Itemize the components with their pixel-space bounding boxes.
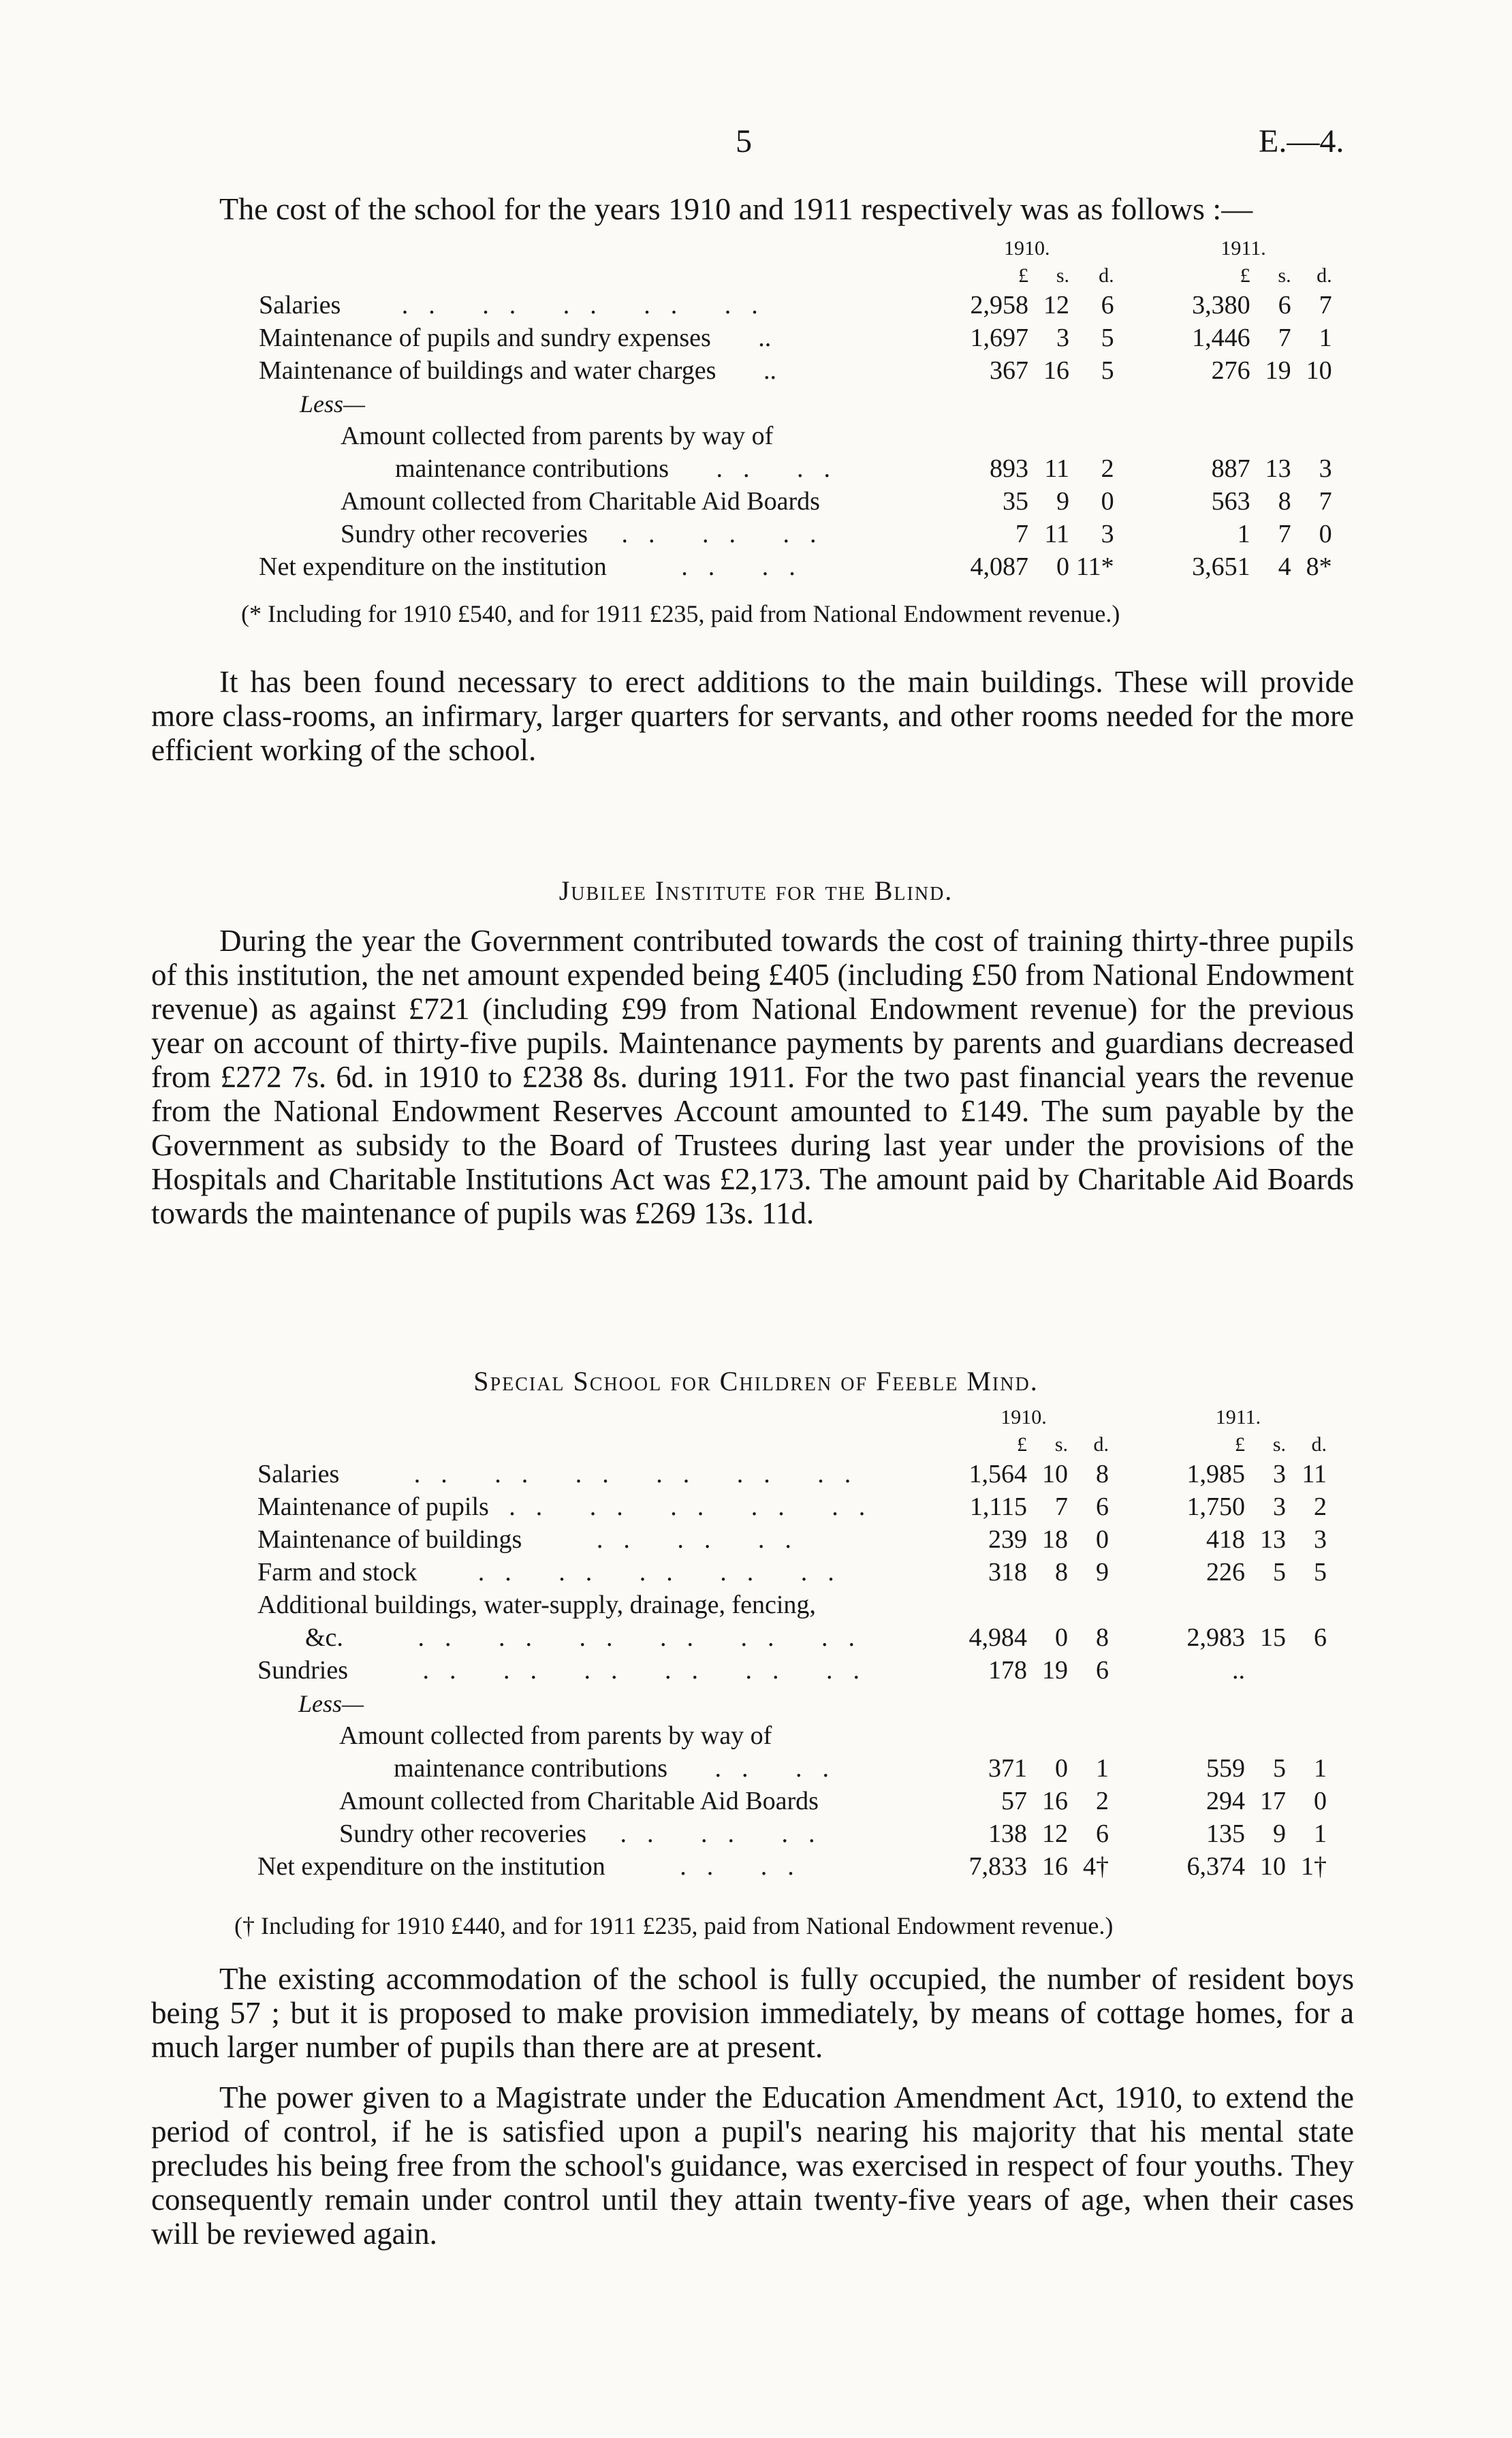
table-row	[259, 320, 1332, 353]
cell-value: 1,446	[1192, 324, 1250, 352]
cell-value: 10	[1042, 1460, 1068, 1488]
cell-value: 6	[1096, 1819, 1109, 1848]
cell-value: 11	[1044, 454, 1069, 483]
table-row	[257, 1456, 1327, 1489]
cell-value: 13	[1265, 454, 1291, 483]
leader-dots: .. .. .. .. .. ..	[418, 1623, 875, 1652]
cell-value: 13	[1260, 1525, 1286, 1554]
page-number: 5	[736, 123, 752, 159]
cell-value: 1,750	[1186, 1493, 1245, 1521]
leader-dots: .. ..	[681, 552, 816, 581]
cell-value: 57	[1001, 1787, 1027, 1815]
cell-value	[1286, 1653, 1327, 1685]
cell-value: 0	[1101, 487, 1114, 516]
table-row	[257, 1653, 1327, 1685]
table-row	[257, 1783, 1327, 1816]
cell-value: 8	[1278, 487, 1291, 516]
table-row	[259, 353, 1332, 386]
cell-value: 0	[1314, 1787, 1327, 1815]
cell-value: 1,985	[1186, 1460, 1245, 1488]
row-label: Farm and stock	[257, 1558, 418, 1587]
cell-value: 276	[1211, 356, 1250, 385]
row-label: maintenance contributions	[394, 1754, 668, 1783]
cell-value: 10	[1306, 356, 1332, 385]
cell-value: 9	[1096, 1558, 1109, 1587]
cell-value: 16	[1043, 356, 1069, 385]
cell-value: 7	[1015, 520, 1028, 548]
unit-header: s.	[1054, 1433, 1068, 1456]
table-row	[259, 451, 1332, 484]
cell-value: 11	[1302, 1460, 1327, 1488]
cell-value: 10	[1260, 1852, 1286, 1881]
cell-value: 0	[1055, 1623, 1068, 1652]
cell-value: 12	[1042, 1819, 1068, 1848]
cell-value: 11	[1044, 520, 1069, 548]
cell-value: 7	[1278, 520, 1291, 548]
year-header: 1910.	[1001, 1406, 1047, 1428]
cell-value: 3	[1101, 520, 1114, 548]
unit-header: d.	[1093, 1433, 1109, 1456]
cell-value: 1	[1319, 324, 1332, 352]
cell-value: 563	[1211, 487, 1250, 516]
cell-value: 887	[1211, 454, 1250, 483]
row-label: Salaries	[257, 1460, 340, 1488]
cell-value: 4,087	[970, 552, 1028, 581]
year-header: 1911.	[1220, 237, 1266, 260]
cell-value: 294	[1206, 1787, 1245, 1815]
unit-header: £	[1240, 264, 1250, 287]
cell-value: 1,564	[968, 1460, 1027, 1488]
cell-value: 178	[988, 1656, 1027, 1685]
unit-header: £	[1235, 1433, 1245, 1456]
cell-value: 6	[1314, 1623, 1327, 1652]
cell-value: 5	[1273, 1754, 1286, 1783]
unit-header: £	[1018, 264, 1028, 287]
cell-value: 5	[1273, 1558, 1286, 1587]
cell-value: 9	[1056, 487, 1069, 516]
cell-value: 16	[1042, 1787, 1068, 1815]
cell-value: 3	[1273, 1460, 1286, 1488]
accommodation-paragraph: The existing accommodation of the school is fully occupied, the number of resident boys being 57 ; but it is proposed to make provision immediately, by means of cottage homes, for a much larger number of pupils than there are at present.	[151, 1962, 1354, 2064]
leader-dots: .. ..	[680, 1852, 815, 1881]
cell-value: 3	[1273, 1493, 1286, 1521]
document-reference: E.—4.	[1259, 123, 1344, 159]
row-label: &c.	[305, 1623, 343, 1652]
cell-value: 6,374	[1186, 1852, 1245, 1881]
cell-value: 3	[1319, 454, 1332, 483]
cell-value: 5	[1314, 1558, 1327, 1587]
special-school-cost-table	[257, 1403, 1327, 1881]
school-cost-table	[259, 234, 1332, 582]
table-row	[259, 549, 1332, 582]
cell-value: 12	[1043, 291, 1069, 319]
leader-dots: .. .. ..	[620, 1819, 836, 1848]
cell-value: 9	[1273, 1819, 1286, 1848]
cell-value: 1	[1096, 1754, 1109, 1783]
cell-value: 226	[1206, 1558, 1245, 1587]
row-label: Sundry other recoveries	[341, 520, 588, 548]
leader-dots: .. .. ..	[596, 1525, 812, 1554]
table-row	[257, 1620, 1327, 1653]
cell-value: 4	[1278, 552, 1291, 581]
row-label: Amount collected from parents by way of	[341, 422, 774, 450]
cell-value: 135	[1206, 1819, 1245, 1848]
cell-value: 3	[1056, 324, 1069, 352]
magistrate-paragraph: The power given to a Magistrate under the Education Amendment Act, 1910, to extend the period of control, if he is satisfied upon a pupil's nearing his majority that his mental state precludes his being free from the school's guidance, was exercised in respect of four youths. They consequently remain under control until they attain twenty-five years of age, when their cases will be reviewed again.	[151, 2080, 1354, 2251]
cell-value: 1†	[1301, 1852, 1327, 1881]
cell-value: 2	[1101, 454, 1114, 483]
cell-value: 6	[1096, 1656, 1109, 1685]
unit-header: s.	[1272, 1433, 1286, 1456]
cell-value: 559	[1206, 1754, 1245, 1783]
leader-dots: .. ..	[716, 454, 851, 483]
table-row	[257, 1522, 1327, 1554]
cell-value: 1	[1314, 1819, 1327, 1848]
cell-value: 8*	[1306, 552, 1332, 581]
cell-value: 6	[1096, 1493, 1109, 1521]
table-row	[257, 1587, 1327, 1620]
leader-dots: .. .. .. .. .. ..	[413, 1460, 872, 1488]
row-label: Salaries	[259, 291, 341, 319]
cell-value: 1,115	[969, 1493, 1027, 1521]
cell-value: 5	[1101, 356, 1114, 385]
leader-dots: ..	[758, 324, 772, 352]
jubilee-section-title: Jubilee Institute for the Blind.	[558, 875, 954, 906]
cell-value: 2	[1314, 1493, 1327, 1521]
row-label: Maintenance of buildings and water charges	[259, 356, 716, 385]
cell-value: 1,697	[970, 324, 1028, 352]
less-label: Less—	[298, 1690, 364, 1717]
cell-value	[1245, 1653, 1286, 1685]
row-label: maintenance contributions	[395, 454, 670, 483]
leader-dots: .. ..	[714, 1754, 850, 1783]
cell-value: 138	[988, 1819, 1027, 1848]
special-school-title: Special School for Children of Feeble Mind.	[473, 1366, 1039, 1396]
row-label: Maintenance of pupils	[257, 1493, 489, 1521]
cost-intro-line: The cost of the school for the years 1910 and 1911 respectively was as follows :—	[219, 191, 1253, 226]
table-row	[259, 287, 1332, 320]
cell-value: 0	[1096, 1525, 1109, 1554]
jubilee-paragraph: During the year the Government contributed towards the cost of training thirty-three pupils of this institution, the net amount expended being £405 (including £50 from National Endowment revenue) as against £721 (including £99 from National Endowment revenue) for the previous year on account of thirty-five pupils. Maintenance payments by parents and guardians decreased from £272 7s. 6d. in 1910 to £238 8s. during 1911. For the two past financial years the revenue from the National Endowment Reserves Account amounted to £149. The sum payable by the Government as subsidy to the Board of Trustees during last year under the provisions of the Hospitals and Charitable Institutions Act was £2,173. The amount paid by Charitable Aid Boards towards the maintenance of pupils was £269 13s. 11d.	[151, 924, 1354, 1230]
cell-value: ..	[1232, 1656, 1245, 1685]
cell-value: 7	[1055, 1493, 1068, 1521]
year-header: 1911.	[1215, 1406, 1261, 1428]
cell-value: 16	[1042, 1852, 1068, 1881]
leader-dots: .. .. .. .. ..	[401, 291, 778, 319]
leader-dots: .. .. .. .. ..	[509, 1493, 886, 1521]
cell-value: 6	[1101, 291, 1114, 319]
cell-value: 239	[988, 1525, 1027, 1554]
unit-header: s.	[1056, 264, 1069, 287]
unit-header: d.	[1317, 264, 1332, 287]
leader-dots: ..	[763, 356, 776, 385]
leader-dots: .. .. .. .. .. ..	[422, 1656, 880, 1685]
unit-header: d.	[1311, 1433, 1327, 1456]
year-header: 1910.	[1004, 237, 1050, 260]
table-row	[259, 418, 1332, 451]
table-row	[257, 1554, 1327, 1587]
table-row	[259, 484, 1332, 516]
cell-value: 2,983	[1186, 1623, 1245, 1652]
row-label: Sundries	[257, 1656, 348, 1685]
cell-value: 4,984	[968, 1623, 1027, 1652]
cell-value: 371	[988, 1754, 1027, 1783]
cell-value: 318	[988, 1558, 1027, 1587]
cell-value: 35	[1003, 487, 1028, 516]
table-row	[257, 1816, 1327, 1849]
cell-value: 1	[1237, 520, 1250, 548]
cell-value: 19	[1042, 1656, 1068, 1685]
cell-value: 3,651	[1192, 552, 1250, 581]
cell-value: 418	[1206, 1525, 1245, 1554]
cell-value: 19	[1265, 356, 1291, 385]
table-row	[257, 1489, 1327, 1522]
cell-value: 4†	[1083, 1852, 1109, 1881]
cell-value: 7,833	[968, 1852, 1027, 1881]
row-label: Additional buildings, water-supply, drainage, fencing,	[257, 1591, 816, 1619]
table-row	[259, 516, 1332, 549]
row-label: Sundry other recoveries	[339, 1819, 586, 1848]
cell-value: 3	[1314, 1525, 1327, 1554]
cell-value: 893	[990, 454, 1028, 483]
cell-value: 8	[1055, 1558, 1068, 1587]
cell-value: 367	[990, 356, 1028, 385]
less-label: Less—	[300, 390, 366, 418]
cell-value: 0	[1056, 552, 1069, 581]
row-label: Net expenditure on the institution	[259, 552, 607, 581]
cell-value: 5	[1101, 324, 1114, 352]
table-row	[257, 1751, 1327, 1783]
unit-header: d.	[1099, 264, 1114, 287]
cell-value: 3,380	[1192, 291, 1250, 319]
cell-value: 15	[1260, 1623, 1286, 1652]
row-label: Amount collected from Charitable Aid Boards	[339, 1787, 819, 1815]
table2-footnote: († Including for 1910 £440, and for 1911 £235, paid from National Endowment revenue.)	[234, 1912, 1114, 1939]
cell-value: 8	[1096, 1623, 1109, 1652]
unit-header: s.	[1278, 264, 1291, 287]
cell-value: 8	[1096, 1460, 1109, 1488]
cell-value: 7	[1319, 487, 1332, 516]
cell-value: 0	[1055, 1754, 1068, 1783]
cell-value: 1	[1314, 1754, 1327, 1783]
table-row	[257, 1849, 1327, 1881]
table1-footnote: (* Including for 1910 £540, and for 1911 £235, paid from National Endowment revenue.)	[241, 600, 1120, 627]
additions-paragraph: It has been found necessary to erect additions to the main buildings. These will provide more class-rooms, an infirmary, larger quarters for servants, and other rooms needed for the more efficient working of the school.	[151, 665, 1354, 767]
cell-value: 7	[1319, 291, 1332, 319]
cell-value: 0	[1319, 520, 1332, 548]
cell-value: 2	[1096, 1787, 1109, 1815]
cell-value: 7	[1278, 324, 1291, 352]
row-label: Maintenance of pupils and sundry expenses	[259, 324, 711, 352]
table-row	[257, 1718, 1327, 1751]
row-label: Maintenance of buildings	[257, 1525, 522, 1554]
row-label: Amount collected from parents by way of	[339, 1721, 772, 1750]
cell-value: 11*	[1076, 552, 1114, 581]
leader-dots: .. .. .. .. ..	[477, 1558, 855, 1587]
row-label: Net expenditure on the institution	[257, 1852, 605, 1881]
row-label: Amount collected from Charitable Aid Boards	[341, 487, 820, 516]
cell-value: 18	[1042, 1525, 1068, 1554]
cell-value: 17	[1260, 1787, 1286, 1815]
cell-value: 2,958	[970, 291, 1028, 319]
unit-header: £	[1017, 1433, 1027, 1456]
leader-dots: .. .. ..	[621, 520, 837, 548]
cell-value: 6	[1278, 291, 1291, 319]
